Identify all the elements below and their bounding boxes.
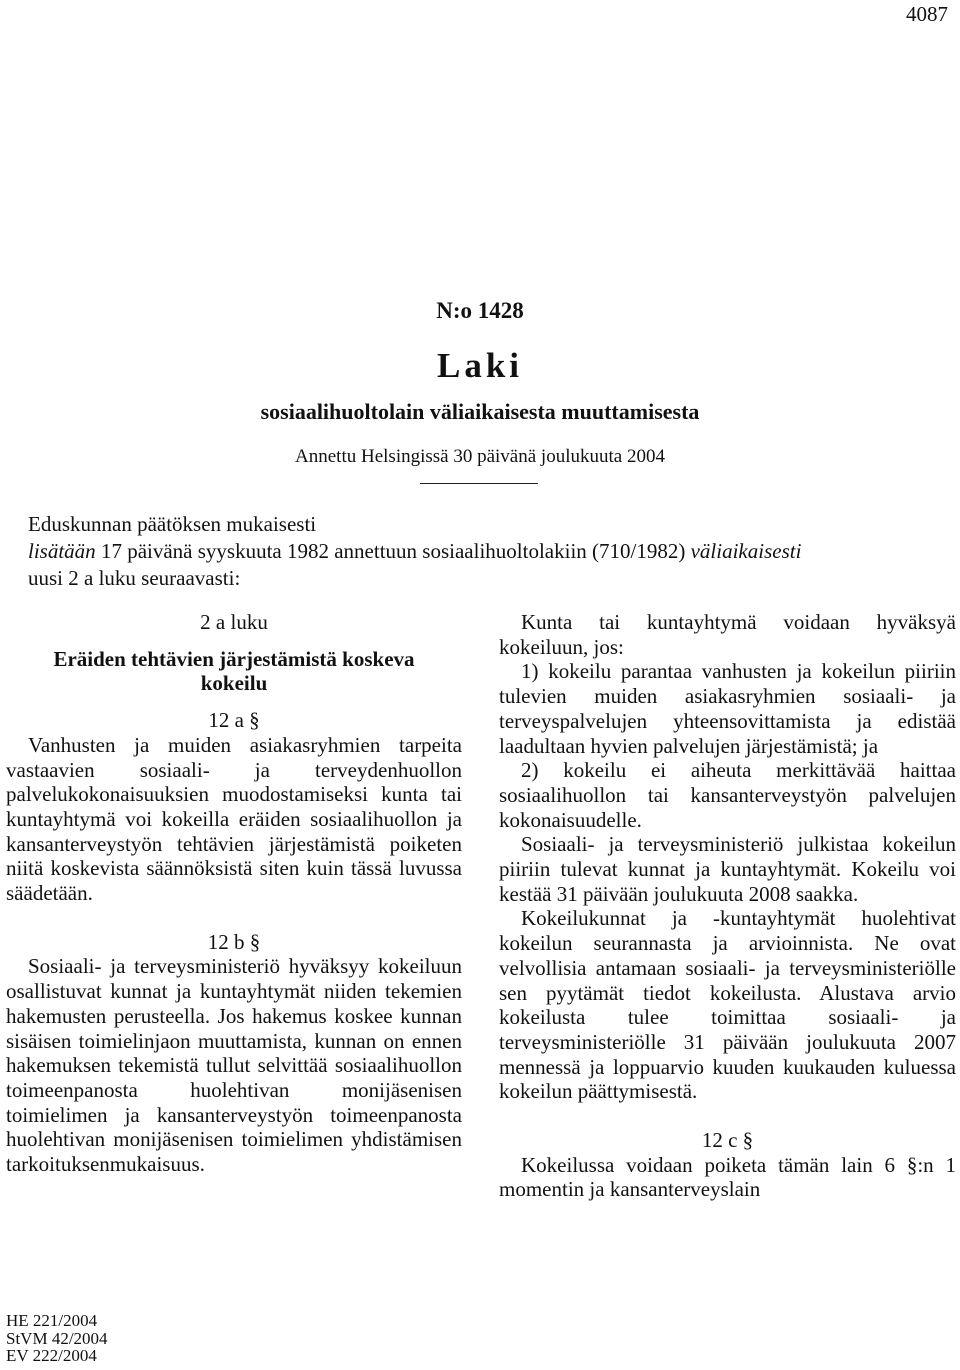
document-title: Laki (436, 346, 524, 385)
document-subtitle: sosiaalihuoltolain väliaikaisesta muuttamisesta (260, 399, 700, 424)
enactment-intro (28, 511, 958, 592)
given-date: Annettu Helsingissä 30 päivänä joulukuuta 2004 (295, 446, 665, 467)
intro-mid-text: 17 päivänä syyskuuta 1982 annettuun sosiaalihuoltolakiin (710/1982) (95, 539, 691, 563)
intro-italic-temporary: väliaikaisesti (690, 539, 802, 563)
reference-stvm: StVM 42/2004 (6, 1328, 108, 1348)
section-12b-text: Sosiaali- ja terveysministeriö hyväksyy kokeiluun osallistuvat kunnat ja kuntayhtymät niiden tekemien hakemusten perusteella. Jos hakemus koskee kunnan sisäisen toimielinjaon muuttamista, kunnan on ennen hakemuksen tekemistä tullut selvittää sosiaalihuollon toimeenpanosta huolehtivan monijäsenisen toimielimen ja kansanterveystyön toimeenpanosta huolehtivan monijäsenisen toimielimen yhdistämisen tarkoituksenmukaisuus. (6, 954, 462, 1177)
right-paragraph-2: 1) kokeilu parantaa vanhusten ja kokeilun piiriin tulevien muiden asiakasryhmien sosiaali- ja terveyspalvelujen yhteensovittamista ja edistää laadultaan hyvien palvelujen järjestämistä; ja (499, 659, 956, 758)
reference-ev: EV 222/2004 (6, 1346, 97, 1365)
chapter-heading: 2 a luku (200, 610, 268, 634)
intro-italic-adds: lisätään (28, 539, 96, 563)
intro-line-2 (28, 538, 958, 565)
legislative-references (6, 1312, 108, 1365)
intro-line-1: Eduskunnan päätöksen mukaisesti (28, 512, 317, 536)
chapter-title: Eräiden tehtävien järjestämistä koskeva kokeilu (53, 646, 415, 696)
reference-he: HE 221/2004 (6, 1311, 98, 1330)
right-paragraph-1: Kunta tai kuntayhtymä voidaan hyväksyä kokeiluun, jos: (499, 610, 956, 659)
intro-line-3: uusi 2 a luku seuraavasti: (28, 566, 241, 590)
section-12c-text: Kokeilussa voidaan poiketa tämän lain 6 §:n 1 momentin ja kansanterveyslain (499, 1152, 956, 1202)
section-12c-heading: 12 c § (701, 1128, 754, 1153)
page-number: 4087 (906, 2, 948, 26)
section-12a-text: Vanhusten ja muiden asiakasryhmien tarpeita vastaavien sosiaali- ja terveydenhuollon palvelukokonaisuuksien muodostamiseksi kunta tai kuntayhtymä voi kokeilla eräiden sosiaalihuollon ja kansanterveystyön tehtävien järjestämistä poiketen niitä koskevista säännöksistä siten kuin tässä luvussa säädetään. (6, 732, 462, 906)
section-12b-heading: 12 b § (207, 929, 261, 954)
right-column (499, 610, 956, 1202)
right-paragraph-3: 2) kokeilu ei aiheuta merkittävää haittaa sosiaalihuollon tai kansanterveystyön palvelujen kokonaisuudelle. (499, 758, 956, 832)
statute-number: N:o 1428 (436, 298, 524, 323)
left-column (6, 610, 462, 1177)
right-paragraph-4: Sosiaali- ja terveysministeriö julkistaa kokeilun piiriin tulevat kunnat ja kuntayhtymät. Kokeilu voi kestää 31 päivään joulukuuta 2008 saakka. (499, 832, 956, 906)
section-12a-heading: 12 a § (208, 708, 260, 733)
right-paragraph-5: Kokeilukunnat ja -kuntayhtymät huolehtivat kokeilun seurannasta ja arvioinnista. Ne ovat velvollisia antamaan sosiaali- ja terveysministeriölle sen pyytämät tiedot kokeilusta. Alustava arvio kokeilusta tulee toimittaa sosiaali- ja terveysministeriölle 31 päivään joulukuuta 2007 mennessä ja loppuarvio kuuden kuukauden kuluessa kokeilun päättymisestä. (499, 906, 956, 1104)
title-divider (420, 483, 538, 484)
